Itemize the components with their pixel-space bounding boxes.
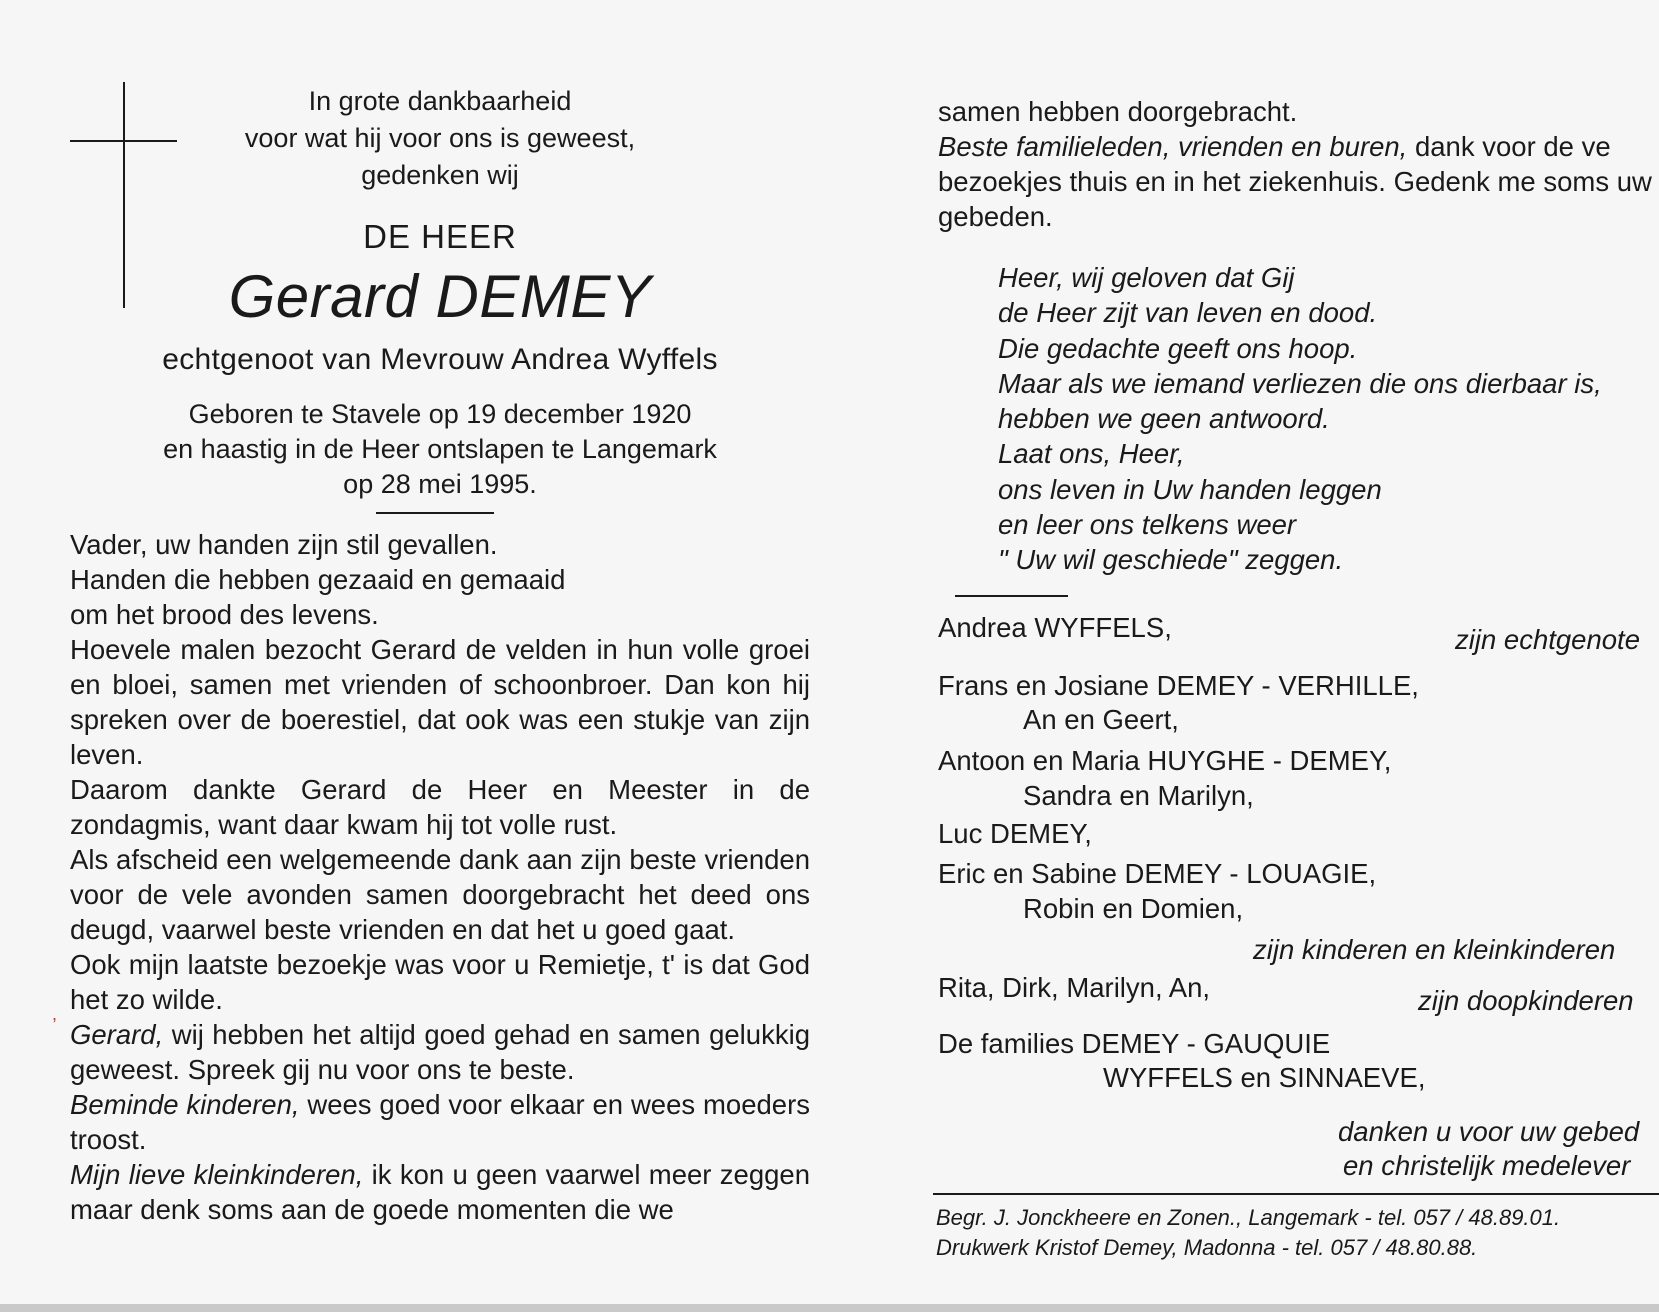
paragraph-body: dank voor de ve bezoekjes thuis en in het ziekenhuis. Gedenk me soms uw gebeden.: [938, 131, 1652, 232]
paragraph: Ook mijn laatste bezoekje was voor u Remietje, t' is dat God het zo wilde.: [70, 949, 810, 1015]
paragraph: Daarom dankte Gerard de Heer en Meester in de zondagmis, want daar kwam hij tot volle rust.: [70, 774, 810, 840]
prayer-line: Laat ons, Heer,: [998, 438, 1185, 470]
paragraph-body: wees goed voor elkaar en wees moeders troost.: [70, 1089, 810, 1155]
prayer-line: ons leven in Uw handen leggen: [998, 473, 1382, 505]
intro-line: voor wat hij voor ons is geweest,: [244, 123, 636, 153]
birth-line: en haastig in de Heer ontslapen te Langemark: [163, 434, 717, 464]
family-grandchildren: An en Geert,: [1023, 704, 1179, 735]
honorific: DE HEER: [363, 218, 517, 255]
prayer-line: hebben we geen antwoord.: [998, 403, 1330, 435]
birth-line: Geboren te Stavele op 19 december 1920: [188, 399, 692, 429]
family-child: Eric en Sabine DEMEY - LOUAGIE,: [938, 858, 1377, 889]
paragraph-address: Beminde kinderen,: [70, 1089, 300, 1120]
family-extended: WYFFELS en SINNAEVE,: [1103, 1062, 1426, 1093]
intro-text: [70, 83, 810, 194]
family-godchildren-role: zijn doopkinderen: [1418, 985, 1634, 1016]
prayer-line: Die gedachte geeft ons hoop.: [998, 332, 1358, 364]
family-wife: Andrea WYFFELS,: [938, 612, 1172, 643]
family-child: Frans en Josiane DEMEY - VERHILLE,: [938, 670, 1419, 701]
paragraph: [938, 129, 1659, 234]
paragraph-body: wij hebben het altijd goed gehad en samen gelukkig geweest. Spreek gij nu voor ons te beste.: [70, 1019, 810, 1085]
family-wife-role: zijn echtgenote: [1455, 624, 1640, 655]
family-child: Antoon en Maria HUYGHE - DEMEY,: [938, 745, 1392, 776]
thanks-line: en christelijk medelever: [1343, 1150, 1631, 1181]
paragraph: Hoevele malen bezocht Gerard de velden in hun volle groei en bloei, samen met vrienden of schoonbroer. Dan kon hij spreken over de boerestiel, dat ook was een stukje van zijn leven.: [70, 634, 810, 770]
prayer: [998, 260, 1638, 578]
poem-line: Vader, uw handen zijn stil gevallen.: [70, 529, 498, 560]
prayer-line: " Uw wil geschiede" zeggen.: [998, 544, 1344, 576]
family-grandchildren: Robin en Domien,: [1023, 893, 1244, 924]
credit-line: Begr. J. Jonckheere en Zonen., Langemark - tel. 057 / 48.89.01.: [936, 1205, 1561, 1230]
divider: [955, 595, 1068, 597]
paragraph-address: Mijn lieve kleinkinderen,: [70, 1159, 364, 1190]
credit-line: Drukwerk Kristof Demey, Madonna - tel. 057 / 48.80.88.: [936, 1235, 1478, 1260]
divider: [933, 1193, 1659, 1195]
printer-credits: [936, 1203, 1656, 1263]
poem-line: om het brood des levens.: [70, 599, 379, 630]
scan-mark: ,: [52, 1004, 58, 1024]
intro-line: In grote dankbaarheid: [308, 86, 572, 116]
deceased-name: Gerard DEMEY: [228, 263, 652, 330]
right-intro-text: [938, 94, 1659, 234]
family-godchildren: Rita, Dirk, Marilyn, An,: [938, 972, 1211, 1003]
poem-line: Handen die hebben gezaaid en gemaaid: [70, 564, 566, 595]
divider: [376, 512, 494, 514]
prayer-line: de Heer zijt van leven en dood.: [998, 297, 1378, 329]
paragraph-body: ik kon u geen vaarwel meer zeggen maar denk soms aan de goede momenten die we: [70, 1159, 810, 1225]
family-grandchildren: Sandra en Marilyn,: [1023, 780, 1254, 811]
birth-line: op 28 mei 1995.: [343, 469, 537, 499]
prayer-line: en leer ons telkens weer: [998, 509, 1297, 541]
prayer-line: Maar als we iemand verliezen die ons dierbaar is,: [998, 367, 1602, 399]
intro-line: gedenken wij: [361, 160, 519, 190]
paragraph: [70, 1157, 810, 1227]
family-child: Luc DEMEY,: [938, 818, 1092, 849]
family-children-role: zijn kinderen en kleinkinderen: [1253, 934, 1616, 965]
family-extended: De families DEMEY - GAUQUIE: [938, 1028, 1331, 1059]
thanks-line: danken u voor uw gebed: [1338, 1116, 1640, 1147]
paragraph-address: Beste familieleden, vrienden en buren,: [938, 131, 1408, 162]
paragraph-address: Gerard,: [70, 1019, 164, 1050]
birth-death-info: [70, 397, 810, 502]
eulogy-text: [70, 527, 810, 1227]
prayer-line: Heer, wij geloven dat Gij: [998, 262, 1295, 293]
continuation-line: samen hebben doorgebracht.: [938, 96, 1298, 127]
paragraph: [70, 1017, 810, 1087]
paragraph: [70, 1087, 810, 1157]
paragraph: Als afscheid een welgemeende dank aan zijn beste vrienden voor de vele avonden samen doorgebracht het deed ons deugd, vaarwel beste vrienden en dat het u goed gaat.: [70, 844, 810, 945]
spouse-line: echtgenoot van Mevrouw Andrea Wyffels: [162, 343, 718, 376]
